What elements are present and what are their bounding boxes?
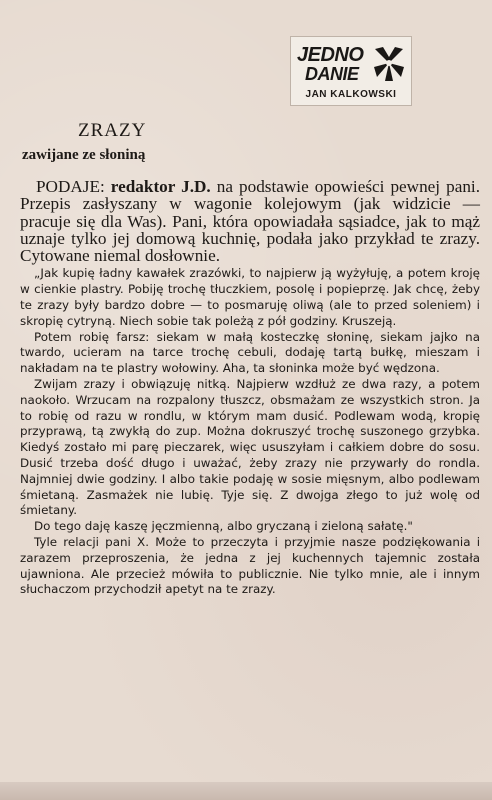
article-subtitle: zawijane ze słoniną [22, 147, 146, 163]
body-paragraph: Zwijam zrazy i obwiązuję nitką. Najpierw wzdłuż ze dwa razy, a potem naokoło. Wrzucam na rozpalony tłuszcz, obsmażam ze wszystkich stron. Ja to robię od razu w rondlu, w którym mam dusić. Podlewam wodą, kropię przyprawą, tą zwykłą do zup. Można dokruszyć trochę suszonego grzybka. Kiedyś zostało mi parę pieczarek, więc ususzyłam i całkiem dobre do sosu. Dusić trzeba dość długo i uważać, żeby zrazy nie przywarły do rondla. Najmniej dwie godziny. I albo takie podaję w sosie mięsnym, albo podlewam śmietaną. Zasmażek nie lubię. Tyje się. Z dwojga złego to już wolę od śmietany. [20, 377, 480, 518]
hop-leaves-icon [371, 43, 407, 83]
logo-line-2: DANIE [305, 64, 359, 84]
body-paragraph: Tyle relacji pani X. Może to przeczyta i przyjmie nasze podziękowania i zarazem przeproszenia, że jedna z jej kuchennych tajemnic została ujawniona. Ale przecież mówiła to publicznie. Nie tylko mnie, ale i innym słuchaczom przychodził apetyt na te zrazy. [20, 535, 480, 597]
column-logo [290, 36, 412, 106]
body-paragraph: „Jak kupię ładny kawałek zrazówki, to najpierw ją wyżyłuję, a potem kroję w cienkie plastry. Pobiję trochę tłuczkiem, posolę i popieprzę. Jak chcę, żeby te zrazy były bardzo dobre — to posmaruję oliwą (ale to przed soleniem) i skropię cytryną. Niech sobie tak poleżą z pół godziny. Kruszeją. [20, 266, 480, 328]
logo-line-1: JEDNO [297, 44, 364, 66]
lead-label: PODAJE: [36, 177, 105, 196]
lead-paragraph [20, 178, 480, 264]
body-paragraph: Potem robię farsz: siekam w małą kosteczkę słoninę, siekam jajko na twardo, ucieram na tarce trochę cebuli, dodaję tartą bułkę, mieszam i nakładam na te plastry wołowiny. Aha, ta słoninka może być wędzona. [20, 329, 480, 376]
lead-text: na podstawie opowieści pewnej pani. Przepis zasłyszany w wagonie kolejowym (jak widzicie — pracuje się dla Was). Pani, która opowiadała sąsiadce, jak to mąż uznaje tylko jej domową kuchnię, podała jako przykład te zrazy. Cytowane niemal dosłownie. [20, 177, 481, 266]
clipping-bottom-edge [0, 782, 492, 800]
article-title: ZRAZY [78, 120, 147, 141]
article-body [20, 178, 480, 598]
body-paragraph: Do tego daję kaszę jęczmienną, albo gryczaną i zieloną sałatę." [34, 519, 413, 534]
lead-editor: redaktor J.D. [110, 177, 211, 196]
logo-author: JAN KALKOWSKI [305, 89, 397, 100]
